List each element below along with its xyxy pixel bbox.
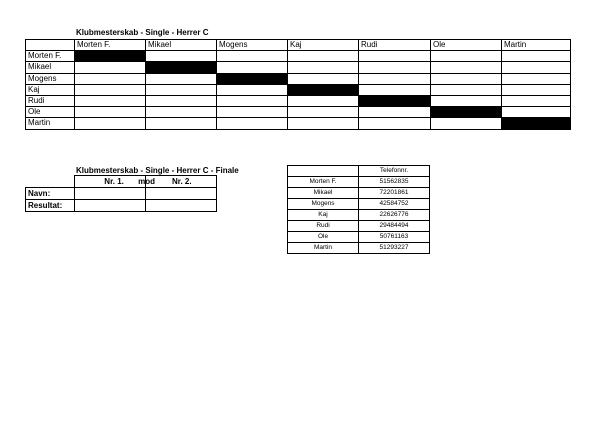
resultat-player2-cell[interactable]: [146, 200, 217, 212]
grid-result-cell[interactable]: [431, 73, 502, 84]
grid-title: Klubmesterskab - Single - Herrer C: [76, 28, 209, 37]
phone-number: 50761163: [359, 232, 430, 243]
grid-row-header: Kaj: [26, 84, 75, 95]
grid-row-header: Morten F.: [26, 51, 75, 62]
grid-diagonal-cell: [146, 62, 217, 73]
phone-row: [288, 177, 430, 188]
phone-number: 42584752: [359, 199, 430, 210]
finale-title: Klubmesterskab - Single - Herrer C - Finale: [76, 166, 239, 175]
grid-result-cell[interactable]: [288, 62, 359, 73]
phone-row: [288, 221, 430, 232]
grid-result-cell[interactable]: [502, 73, 571, 84]
grid-row: [26, 107, 571, 118]
grid-row-header: Ole: [26, 107, 75, 118]
grid-result-cell[interactable]: [431, 84, 502, 95]
phone-number: 51293227: [359, 243, 430, 254]
grid-diagonal-cell: [359, 95, 431, 106]
grid-result-cell[interactable]: [75, 73, 146, 84]
grid-column-header: Mikael: [146, 40, 217, 51]
phone-player-name: Rudi: [288, 221, 359, 232]
grid-row-header: Mikael: [26, 62, 75, 73]
grid-diagonal-cell: [75, 51, 146, 62]
phone-player-name: Mikael: [288, 188, 359, 199]
grid-diagonal-cell: [217, 73, 288, 84]
grid-result-cell[interactable]: [288, 118, 359, 129]
grid-result-cell[interactable]: [146, 107, 217, 118]
finale-nr1-label: Nr. 1.: [104, 176, 124, 186]
grid-result-cell[interactable]: [217, 95, 288, 106]
grid-result-cell[interactable]: [502, 107, 571, 118]
grid-result-cell[interactable]: [359, 84, 431, 95]
grid-result-cell[interactable]: [288, 107, 359, 118]
grid-result-cell[interactable]: [75, 84, 146, 95]
grid-result-cell[interactable]: [146, 95, 217, 106]
phone-corner: [288, 166, 359, 177]
grid-column-header: Ole: [431, 40, 502, 51]
grid-result-cell[interactable]: [502, 62, 571, 73]
round-robin-grid: [25, 39, 571, 130]
grid-row: [26, 62, 571, 73]
phone-row: [288, 232, 430, 243]
finale-mod-label: mod: [138, 176, 155, 186]
phone-number: 72201861: [359, 188, 430, 199]
grid-result-cell[interactable]: [146, 118, 217, 129]
finale-nr1-header: [75, 176, 155, 188]
grid-result-cell[interactable]: [502, 95, 571, 106]
grid-result-cell[interactable]: [217, 84, 288, 95]
phone-player-name: Kaj: [288, 210, 359, 221]
phone-row: [288, 243, 430, 254]
finale-nr2-header: Nr. 2.: [146, 176, 217, 188]
grid-result-cell[interactable]: [75, 62, 146, 73]
grid-result-cell[interactable]: [75, 118, 146, 129]
phone-player-name: Mogens: [288, 199, 359, 210]
grid-diagonal-cell: [288, 84, 359, 95]
grid-row-header: Martin: [26, 118, 75, 129]
navn-player1-cell[interactable]: [75, 188, 146, 200]
grid-result-cell[interactable]: [146, 84, 217, 95]
resultat-label: Resultat:: [26, 200, 75, 212]
grid-result-cell[interactable]: [217, 118, 288, 129]
phone-number: 22626776: [359, 210, 430, 221]
finale-corner: [26, 176, 75, 188]
phone-table: [287, 165, 430, 254]
grid-row-header: Rudi: [26, 95, 75, 106]
grid-result-cell[interactable]: [431, 95, 502, 106]
phone-row: [288, 188, 430, 199]
grid-corner: [26, 40, 75, 51]
grid-result-cell[interactable]: [217, 107, 288, 118]
grid-result-cell[interactable]: [217, 51, 288, 62]
phone-number: 29484494: [359, 221, 430, 232]
grid-row: [26, 84, 571, 95]
phone-header: Telefonnr.: [359, 166, 430, 177]
grid-column-header: Martin: [502, 40, 571, 51]
phone-row: [288, 210, 430, 221]
grid-column-header: Morten F.: [75, 40, 146, 51]
grid-result-cell[interactable]: [359, 51, 431, 62]
phone-player-name: Morten F.: [288, 177, 359, 188]
grid-result-cell[interactable]: [431, 51, 502, 62]
grid-result-cell[interactable]: [75, 95, 146, 106]
resultat-player1-cell[interactable]: [75, 200, 146, 212]
grid-result-cell[interactable]: [502, 51, 571, 62]
grid-column-header: Mogens: [217, 40, 288, 51]
grid-diagonal-cell: [502, 118, 571, 129]
grid-result-cell[interactable]: [288, 95, 359, 106]
grid-column-header: Kaj: [288, 40, 359, 51]
phone-number: 51562835: [359, 177, 430, 188]
grid-result-cell[interactable]: [431, 118, 502, 129]
grid-row-header: Mogens: [26, 73, 75, 84]
grid-result-cell[interactable]: [288, 51, 359, 62]
grid-result-cell[interactable]: [431, 62, 502, 73]
grid-result-cell[interactable]: [146, 73, 217, 84]
grid-column-header: Rudi: [359, 40, 431, 51]
grid-result-cell[interactable]: [217, 62, 288, 73]
grid-result-cell[interactable]: [359, 62, 431, 73]
phone-row: [288, 199, 430, 210]
phone-player-name: Ole: [288, 232, 359, 243]
navn-player2-cell[interactable]: [146, 188, 217, 200]
grid-result-cell[interactable]: [502, 84, 571, 95]
grid-result-cell[interactable]: [75, 107, 146, 118]
grid-row: [26, 95, 571, 106]
grid-result-cell[interactable]: [359, 107, 431, 118]
grid-row: [26, 73, 571, 84]
grid-diagonal-cell: [431, 107, 502, 118]
grid-result-cell[interactable]: [359, 73, 431, 84]
grid-row: [26, 51, 571, 62]
navn-label: Navn:: [26, 188, 75, 200]
grid-result-cell[interactable]: [288, 73, 359, 84]
grid-row: [26, 118, 571, 129]
finale-table: [25, 175, 217, 212]
grid-result-cell[interactable]: [359, 118, 431, 129]
grid-result-cell[interactable]: [146, 51, 217, 62]
phone-player-name: Martin: [288, 243, 359, 254]
